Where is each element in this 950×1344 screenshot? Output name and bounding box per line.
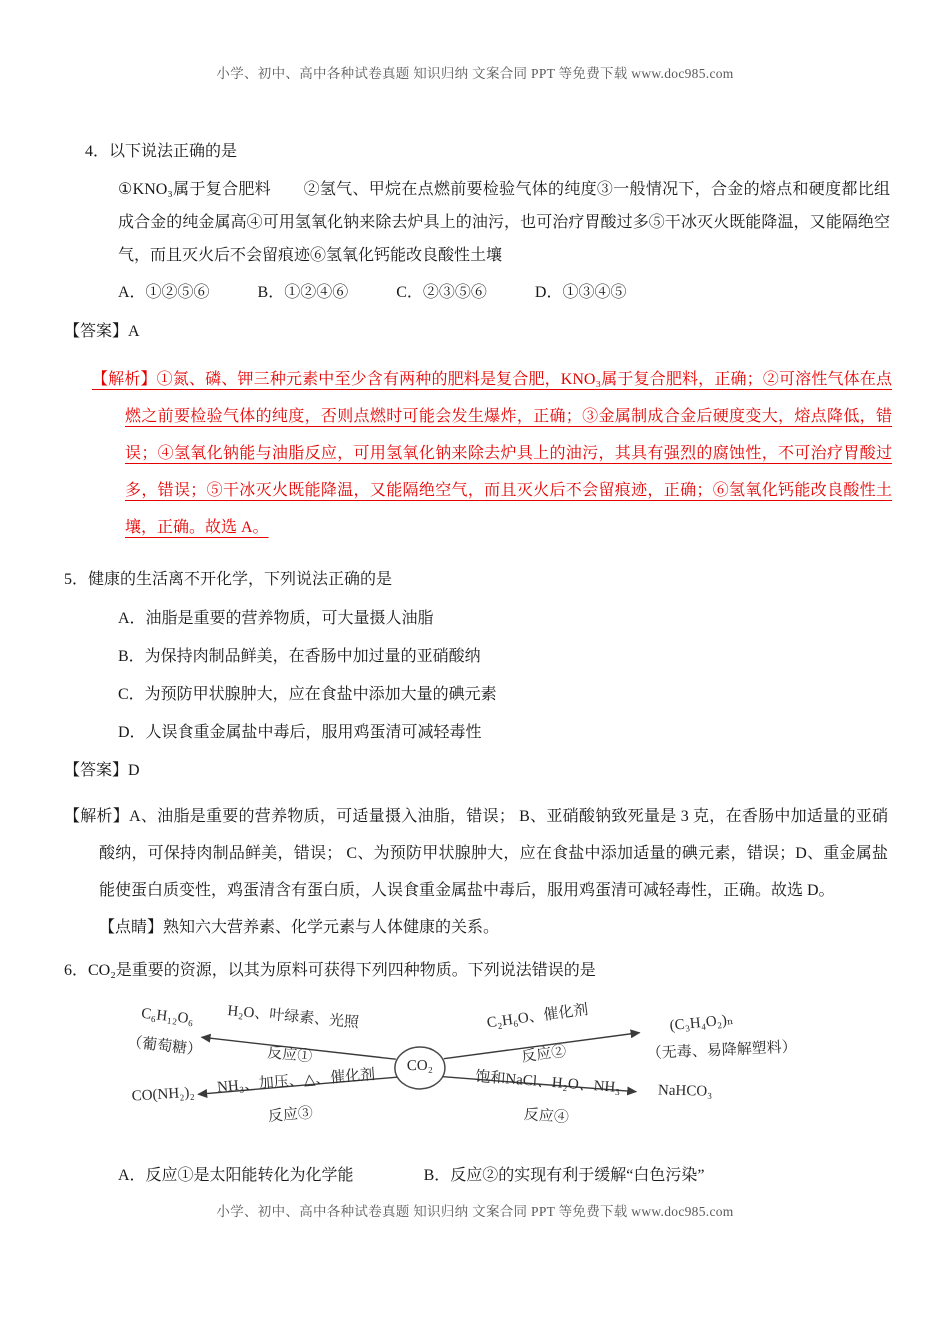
condition-reaction-1: H₂O、叶绿素、光照 bbox=[226, 1003, 360, 1032]
question-5-choice-d: D．人误食重金属盐中毒后，服用鸡蛋清可减轻毒性 bbox=[118, 724, 482, 741]
question-5 bbox=[64, 568, 892, 940]
co2-reaction-diagram bbox=[109, 993, 911, 1159]
question-5-choice-b: B．为保持肉制品鲜美，在香肠中加过量的亚硝酸纳 bbox=[118, 648, 481, 665]
question-4-analysis: 【解析】①氮、磷、钾三种元素中至少含有两种的肥料是复合肥，KNO₃属于复合肥料，正确；②可溶性气体在点燃之前要检验气体的纯度，否则点燃时可能会发生爆炸，正确；③金属制成合金后硬度变大，熔点降低，错误；④氢氧化钠能与油脂反应，可用氢氧化钠来除去炉具上的油污，其具有强烈的腐蚀性，不可治疗胃酸过多，错误；⑤干冰灭火既能降温，又能隔绝空气，而且灭火后不会留痕迹，正确；⑥氢氧化钙能改良酸性土壤，正确。故选 A。 bbox=[92, 371, 892, 536]
product-glucose-formula: C₆H₁₂O₆ bbox=[140, 1005, 195, 1028]
reaction-2-label: 反应② bbox=[520, 1043, 568, 1066]
question-4-answer: 【答案】A bbox=[64, 323, 140, 340]
question-5-choice-c: C．为预防甲状腺肿大，应在食盐中添加大量的碘元素 bbox=[118, 686, 497, 703]
condition-reaction-4: 饱和NaCl、H₂O、NH₃ bbox=[474, 1069, 622, 1097]
question-5-choice-a: A．油脂是重要的营养物质，可大量摄人油脂 bbox=[118, 610, 434, 627]
question-4-title: 4．以下说法正确的是 bbox=[85, 143, 238, 160]
condition-reaction-2: C₂H₆O、催化剂 bbox=[485, 1002, 590, 1032]
question-5-title: 5．健康的生活离不开化学，下列说法正确的是 bbox=[64, 571, 393, 588]
question-6-choices bbox=[118, 1164, 892, 1187]
product-plastic-note: （无毒、易降解塑料） bbox=[646, 1039, 798, 1063]
question-5-answer: 【答案】D bbox=[64, 762, 140, 779]
product-sodium-bicarbonate-formula: NaHCO₃ bbox=[657, 1082, 713, 1100]
product-plastic-formula: (C₃H₄O₂)ₙ bbox=[668, 1011, 735, 1035]
question-5-analysis: 【解析】A、油脂是重要的营养物质，可适量摄入油脂，错误； B、亚硝酸钠致死量是 3 克，在香肠中加适量的亚硝酸纳，可保持肉制品鲜美，错误； C、为预防甲状腺肿大，应在食盐中添加适量的碘元素，错误；D、重金属盐能使蛋白质变性，鸡蛋清含有蛋白质，人误食重金属盐中毒后，服用鸡蛋清可减轻毒性，正确。故选 D。 bbox=[64, 808, 888, 899]
page-header-note: 小学、初中、高中各种试卷真题 知识归纳 文案合同 PPT 等免费下载 www.doc985.com bbox=[216, 66, 734, 81]
product-glucose-note: （葡萄糖） bbox=[126, 1034, 203, 1059]
question-4 bbox=[64, 138, 892, 546]
product-urea-formula: CO(NH₂)₂ bbox=[131, 1084, 196, 1105]
question-6-choice-a: A．反应①是太阳能转化为化学能 bbox=[118, 1167, 354, 1184]
reaction-4-label: 反应④ bbox=[523, 1106, 570, 1127]
question-6-choice-b: B．反应②的实现有利于缓解“白色污染” bbox=[423, 1167, 705, 1184]
question-4-choices: A．①②⑤⑥ B．①②④⑥ C．②③⑤⑥ D．①③④⑤ bbox=[118, 284, 627, 301]
page-content bbox=[0, 138, 950, 1187]
reaction-1-label: 反应① bbox=[266, 1045, 313, 1066]
page-footer-note: 小学、初中、高中各种试卷真题 知识归纳 文案合同 PPT 等免费下载 www.doc985.com bbox=[216, 1204, 734, 1219]
reaction-3-label: 反应③ bbox=[267, 1105, 314, 1126]
question-6-title: 6．CO₂是重要的资源，以其为原料可获得下列四种物质。下列说法错误的是 bbox=[64, 962, 596, 979]
question-6 bbox=[64, 959, 892, 1187]
question-5-tip: 【点睛】熟知六大营养素、化学元素与人体健康的关系。 bbox=[99, 919, 500, 936]
condition-reaction-3: NH₃、加压、△、催化剂 bbox=[216, 1066, 376, 1096]
co2-center-label: CO₂ bbox=[406, 1057, 434, 1075]
question-4-statements: ①KNO₃属于复合肥料 ②氢气、甲烷在点燃前要检验气体的纯度③一般情况下，合金的熔点和硬度都比组成合金的纯金属高④可用氢氧化钠来除去炉具上的油污，也可治疗胃酸过多⑤干冰灭火既能降温，又能隔绝空气，而且灭火后不会留痕迹⑥氢氧化钙能改良酸性土壤 bbox=[118, 181, 890, 264]
